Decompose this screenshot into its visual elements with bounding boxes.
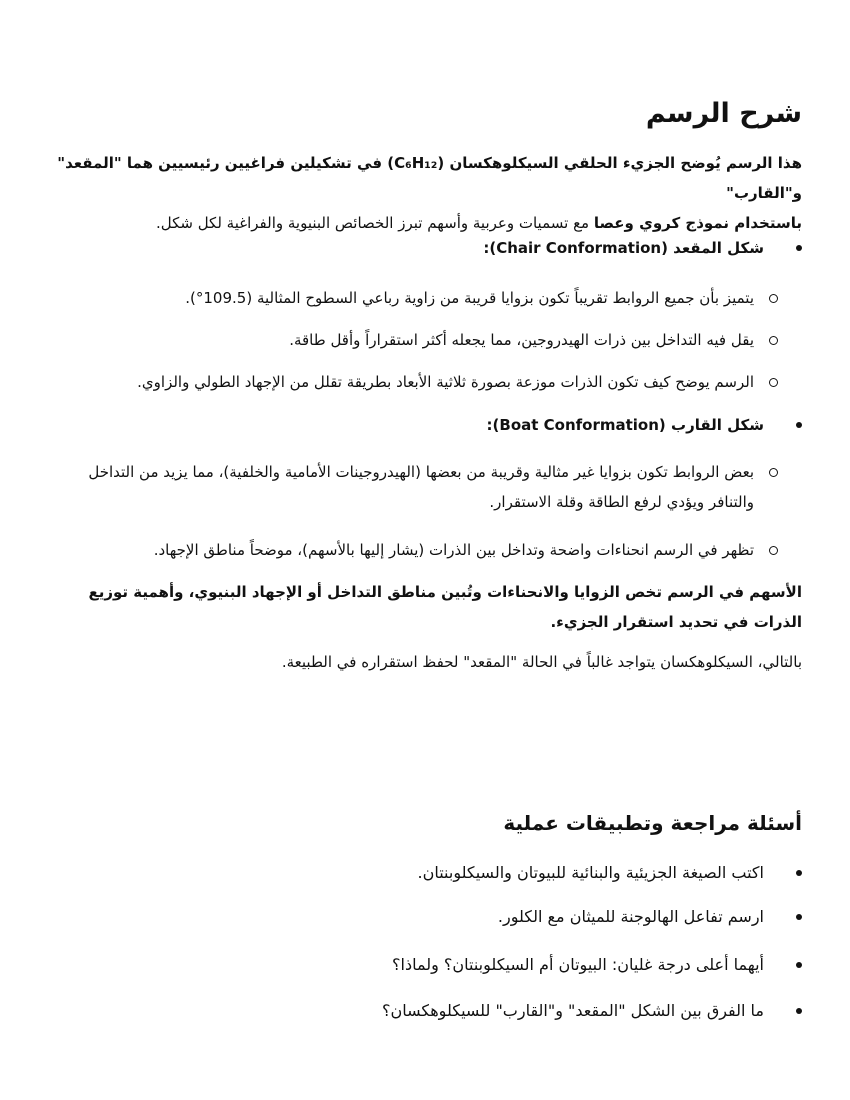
bullet-icon [792,996,802,1026]
boat-point-2: تظهر في الرسم انحناءات واضحة وتداخل بين الذرات (يشار إليها بالأسهم)، موضحاً مناطق الإجهاد. [153,541,754,559]
review-question-2: ارسم تفاعل الهالوجنة للميثان مع الكلور. [497,907,764,926]
intro-paragraph [46,148,802,238]
page-title: شرح الرسم [645,98,802,129]
chair-point-3: الرسم يوضح كيف تكون الذرات موزعة بصورة ثلاثية الأبعاد بطريقة تقلل من الإجهاد الطولي والزاوي. [137,373,754,391]
bullet-icon [792,410,802,440]
bullet-icon [792,902,802,932]
conclusion-bold: الأسهم في الرسم تخص الزوايا والانحناءات وتُبين مناطق التداخل أو الإجهاد البنيوي، وأهمية توزيع الذرات في تحديد استقرار الجزيء. [88,583,802,631]
boat-point-1: بعض الروابط تكون بزوايا غير مثالية وقريبة من بعضها (الهيدروجينات الأمامية والخلفية)، مما يزيد من التداخل والتنافر ويؤدي لرفع الطاقة وقلة الاستقرار. [88,463,754,511]
chair-heading: شكل المقعد (Chair Conformation): [483,239,764,257]
circle-bullet-icon [766,283,778,313]
conclusion-text: بالتالي، السيكلوهكسان يتواجد غالباً في الحالة "المقعد" لحفظ استقراره في الطبيعة. [281,653,802,671]
circle-bullet-icon [766,325,778,355]
bullet-icon [792,233,802,263]
chair-point-1: يتميز بأن جميع الروابط تقريباً تكون بزوايا قريبة من زاوية رباعي السطوح المثالية (109.5°). [185,289,754,307]
intro-text-2: مع تسميات وعربية وأسهم تبرز الخصائص البنيوية والفراغية لكل شكل. [155,214,594,232]
intro-text-1: هذا الرسم يُوضح الجزيء الحلقي السيكلوهكسان (C₆H₁₂) في تشكيلين فراغيين رئيسيين هما "المقعد" و"القارب" [57,154,802,202]
circle-bullet-icon [766,457,778,487]
review-heading: أسئلة مراجعة وتطبيقات عملية [503,811,802,835]
intro-bold-phrase: باستخدام نموذج كروي وعصا [593,214,802,232]
boat-heading: شكل القارب (Boat Conformation): [486,416,764,434]
review-question-3: أيهما أعلى درجة غليان: البيوتان أم السيكلوبنتان؟ ولماذا؟ [392,955,764,974]
review-question-4: ما الفرق بين الشكل "المقعد" و"القارب" للسيكلوهكسان؟ [382,1001,764,1020]
bullet-icon [792,950,802,980]
review-question-1: اكتب الصيغة الجزيئية والبنائية للبيوتان والسيكلوبنتان. [417,863,764,882]
bullet-icon [792,858,802,888]
chair-point-2: يقل فيه التداخل بين ذرات الهيدروجين، مما يجعله أكثر استقراراً وأقل طاقة. [289,331,754,349]
circle-bullet-icon [766,367,778,397]
circle-bullet-icon [766,535,778,565]
